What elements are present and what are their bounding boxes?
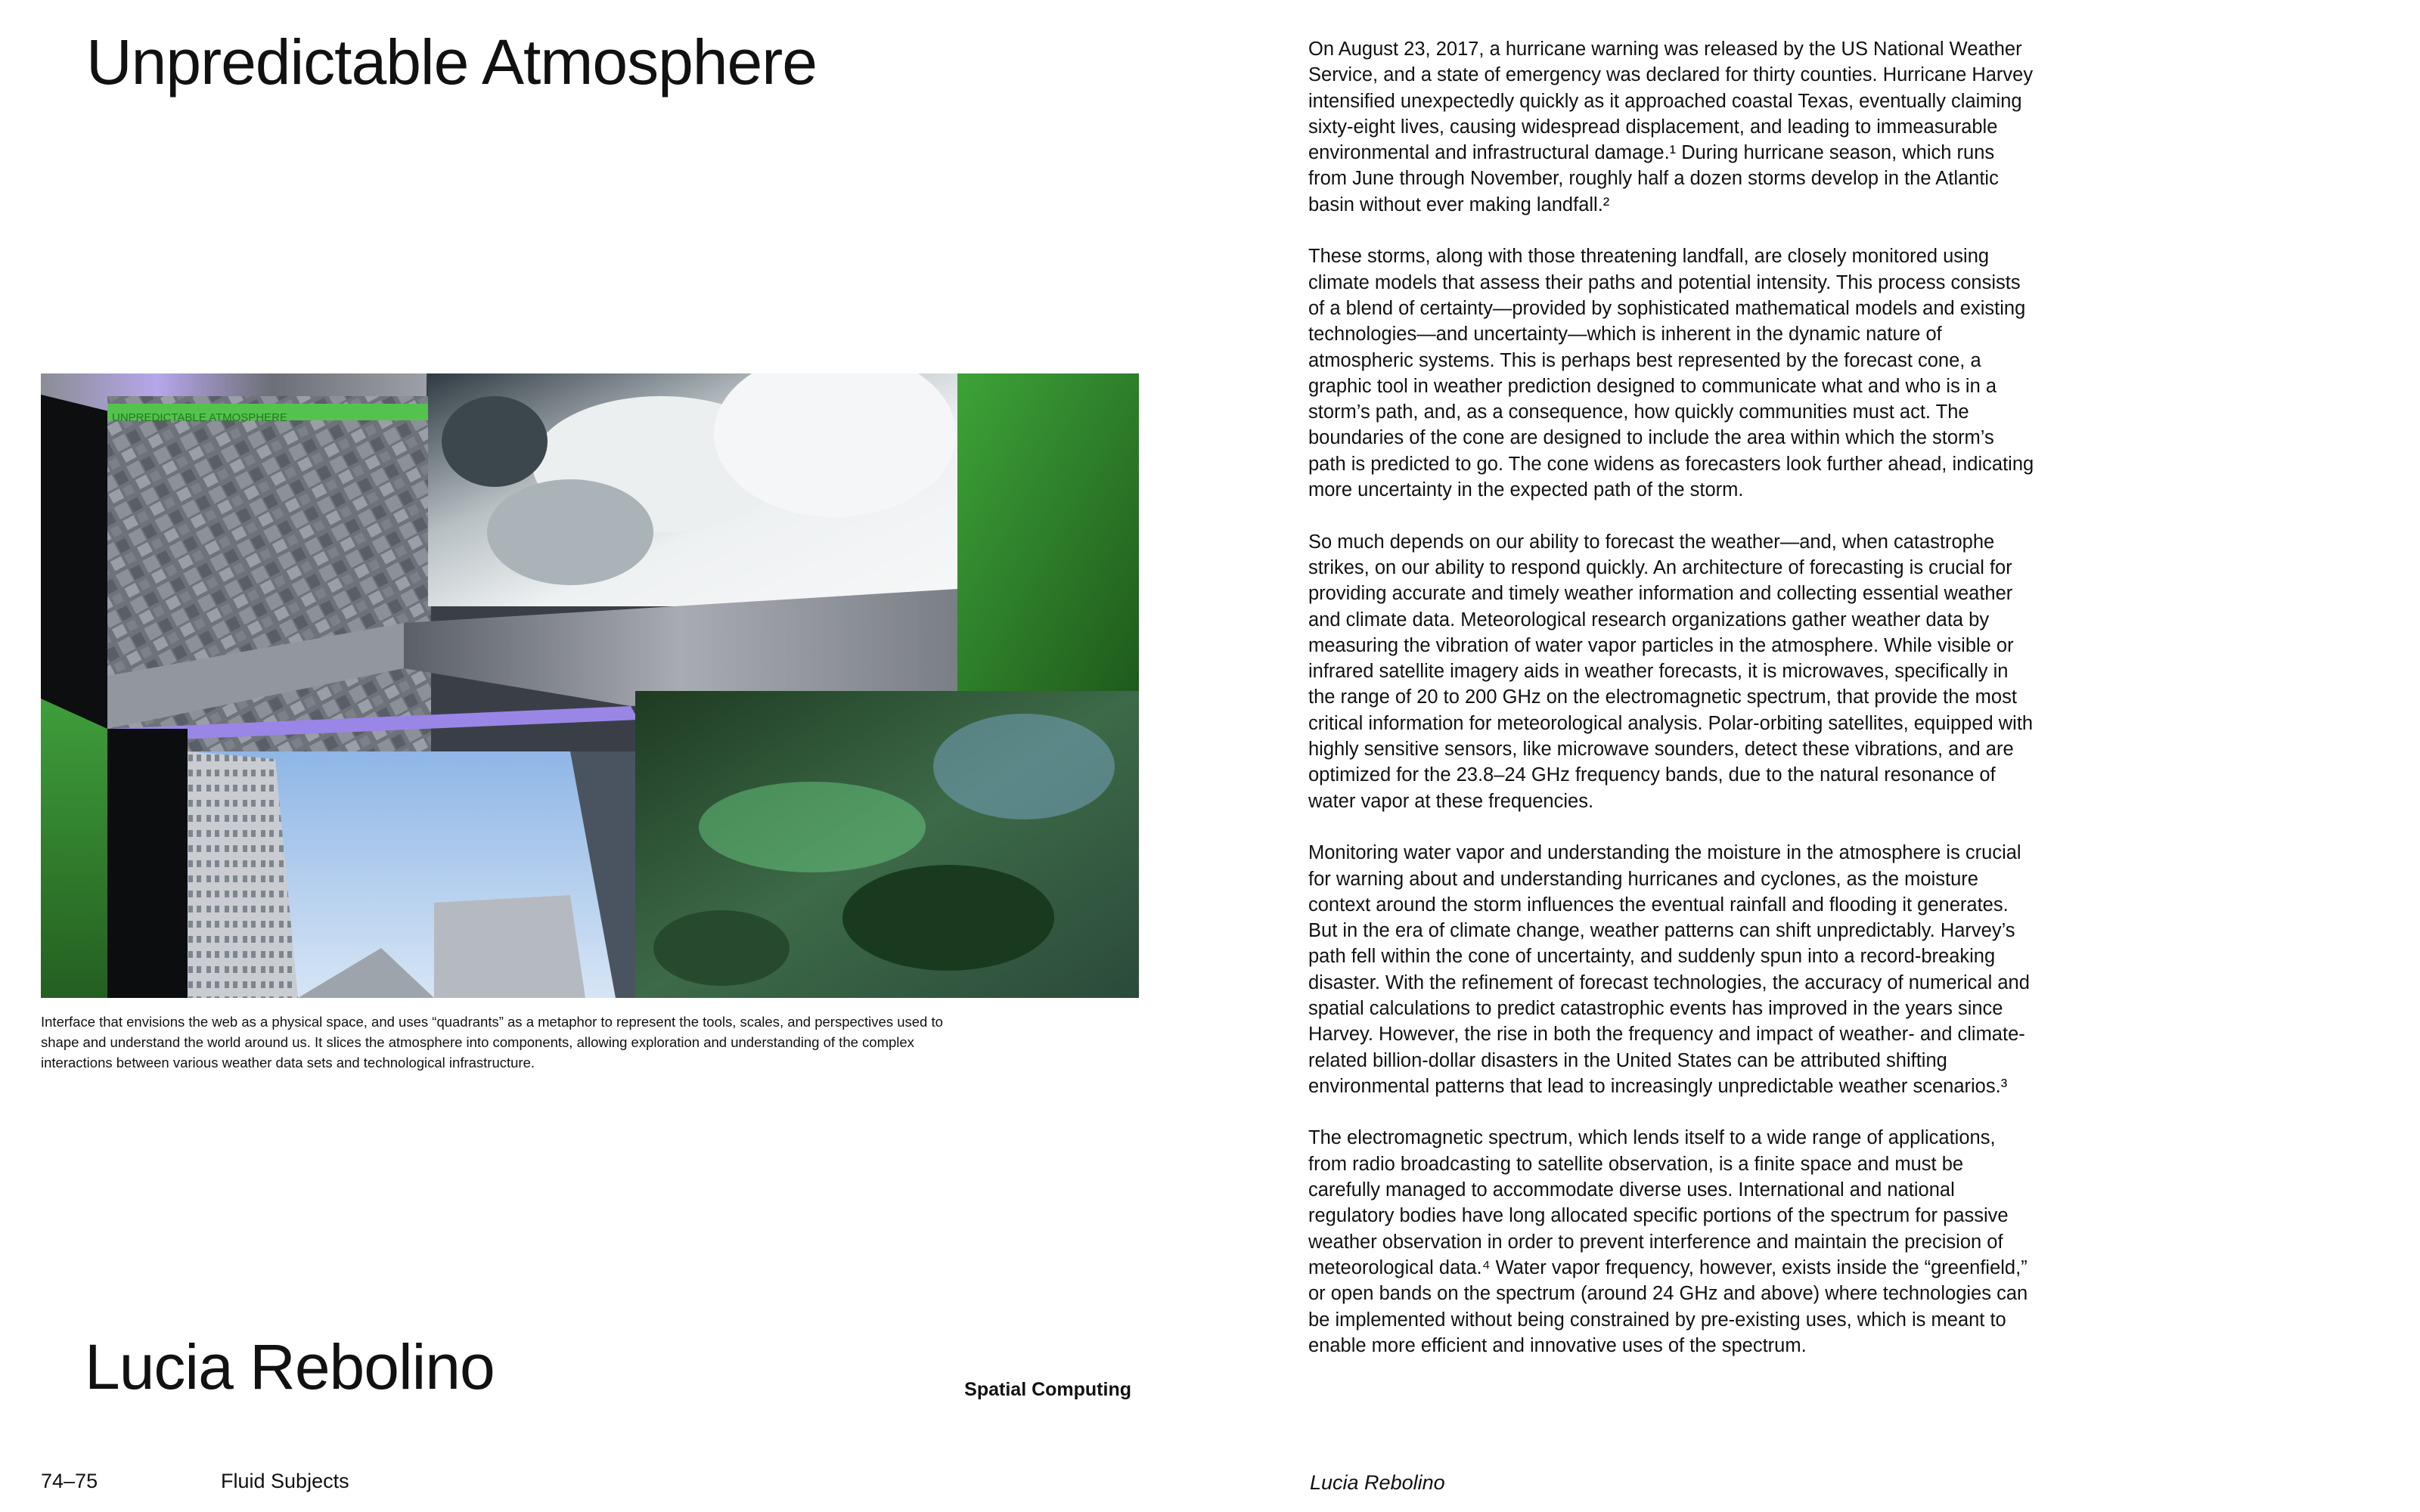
essay-body: [1308, 36, 2034, 1384]
section-category: Spatial Computing: [964, 1379, 1131, 1400]
paragraph: The electromagnetic spectrum, which lends itself to a wide range of applications, from radio broadcasting to satellite observation, is a finite space and must be carefully managed to accommodate diverse uses. International and national regulatory bodies have long allocated specific portions of the spectrum for passive weather observation in order to prevent interference and maintain the precision of meteorological data.⁴ Water vapor frequency, however, exists inside the “greenfield,” or open bands on the spectrum (around 24 GHz and above) where technologies can be implemented without being constrained by pre-existing uses, which is meant to enable more efficient and innovative uses of the spectrum.: [1308, 1127, 2028, 1356]
figure-label: UNPREDICTABLE ATMOSPHERE: [112, 411, 287, 424]
footer-author: Lucia Rebolino: [1310, 1471, 1445, 1494]
author-name: Lucia Rebolino: [85, 1331, 495, 1402]
paragraph: These storms, along with those threatening landfall, are closely monitored using climate models that assess their paths and potential intensity. This process consists of a blend of certainty—provided by sophisticated mathematical models and existing technologies—and uncertainty—which is inherent in the dynamic nature of atmospheric systems. This is perhaps best represented by the forecast cone, a graphic tool in weather prediction designed to communicate what and who is in a storm’s path, and, as a consequence, how quickly communities must act. The boundaries of the cone are designed to include the area within which the storm’s path is predicted to go. The cone widens as forecasters look further ahead, indicating more uncertainty in the expected path of the storm.: [1308, 246, 2034, 501]
figure-image: [41, 373, 1139, 998]
page-numbers: 74–75: [41, 1470, 98, 1492]
paragraph: On August 23, 2017, a hurricane warning was released by the US National Weather Service, and a state of emergency was declared for thirty counties. Hurricane Harvey intensified unexpectedly quickly as it approached coastal Texas, eventually claiming sixty-eight lives, causing widespread displacement, and leading to immeasurable environmental and infrastructural damage.¹ During hurricane season, which runs from June through November, roughly half a dozen storms develop in the Atlantic basin without ever making landfall.²: [1308, 39, 2034, 215]
atmosphere-quadrants-illustration: [41, 373, 1139, 998]
page-title: Unpredictable Atmosphere: [86, 26, 817, 98]
book-title: Fluid Subjects: [221, 1470, 349, 1492]
figure-caption: Interface that envisions the web as a physical space, and uses “quadrants” as a metaphor to represent the tools, scales, and perspectives used to shape and understand the world around us. It slices the atmosphere into components, allowing exploration and understanding of the complex interactions between various weather data sets and technological infrastructure.: [41, 1014, 943, 1070]
paragraph: So much depends on our ability to forecast the weather—and, when catastrophe strikes, on our ability to respond quickly. An architecture of forecasting is crucial for providing accurate and timely weather information and collecting essential weather and climate data. Meteorological research organizations gather weather data by measuring the vibration of water vapor particles in the atmosphere. While visible or infrared satellite imagery aids in weather forecasts, it is microwaves, specifically in the range of 20 to 200 GHz on the electromagnetic spectrum, that provide the most critical information for meteorological analysis. Polar-orbiting satellites, equipped with highly sensitive sensors, like microwave sounders, detect these vibrations, and are optimized for the 23.8–24 GHz frequency bands, due to the natural resonance of water vapor at these frequencies.: [1308, 531, 2034, 812]
paragraph: Monitoring water vapor and understanding the moisture in the atmosphere is crucial for warning about and understanding hurricanes and cyclones, as the moisture context around the storm influences the eventual rainfall and flooding it generates. But in the era of climate change, weather patterns can shift unpredictably. Harvey’s path fell within the cone of uncertainty, and suddenly spun into a record-breaking disaster. With the refinement of forecast technologies, the accuracy of numerical and spatial calculations to predict catastrophic events has improved in the years since Harvey. However, the rise in both the frequency and impact of weather- and climate-related billion-dollar disasters in the United States can be attributed shifting environmental patterns that lead to increasingly unpredictable weather scenarios.³: [1308, 842, 2030, 1097]
